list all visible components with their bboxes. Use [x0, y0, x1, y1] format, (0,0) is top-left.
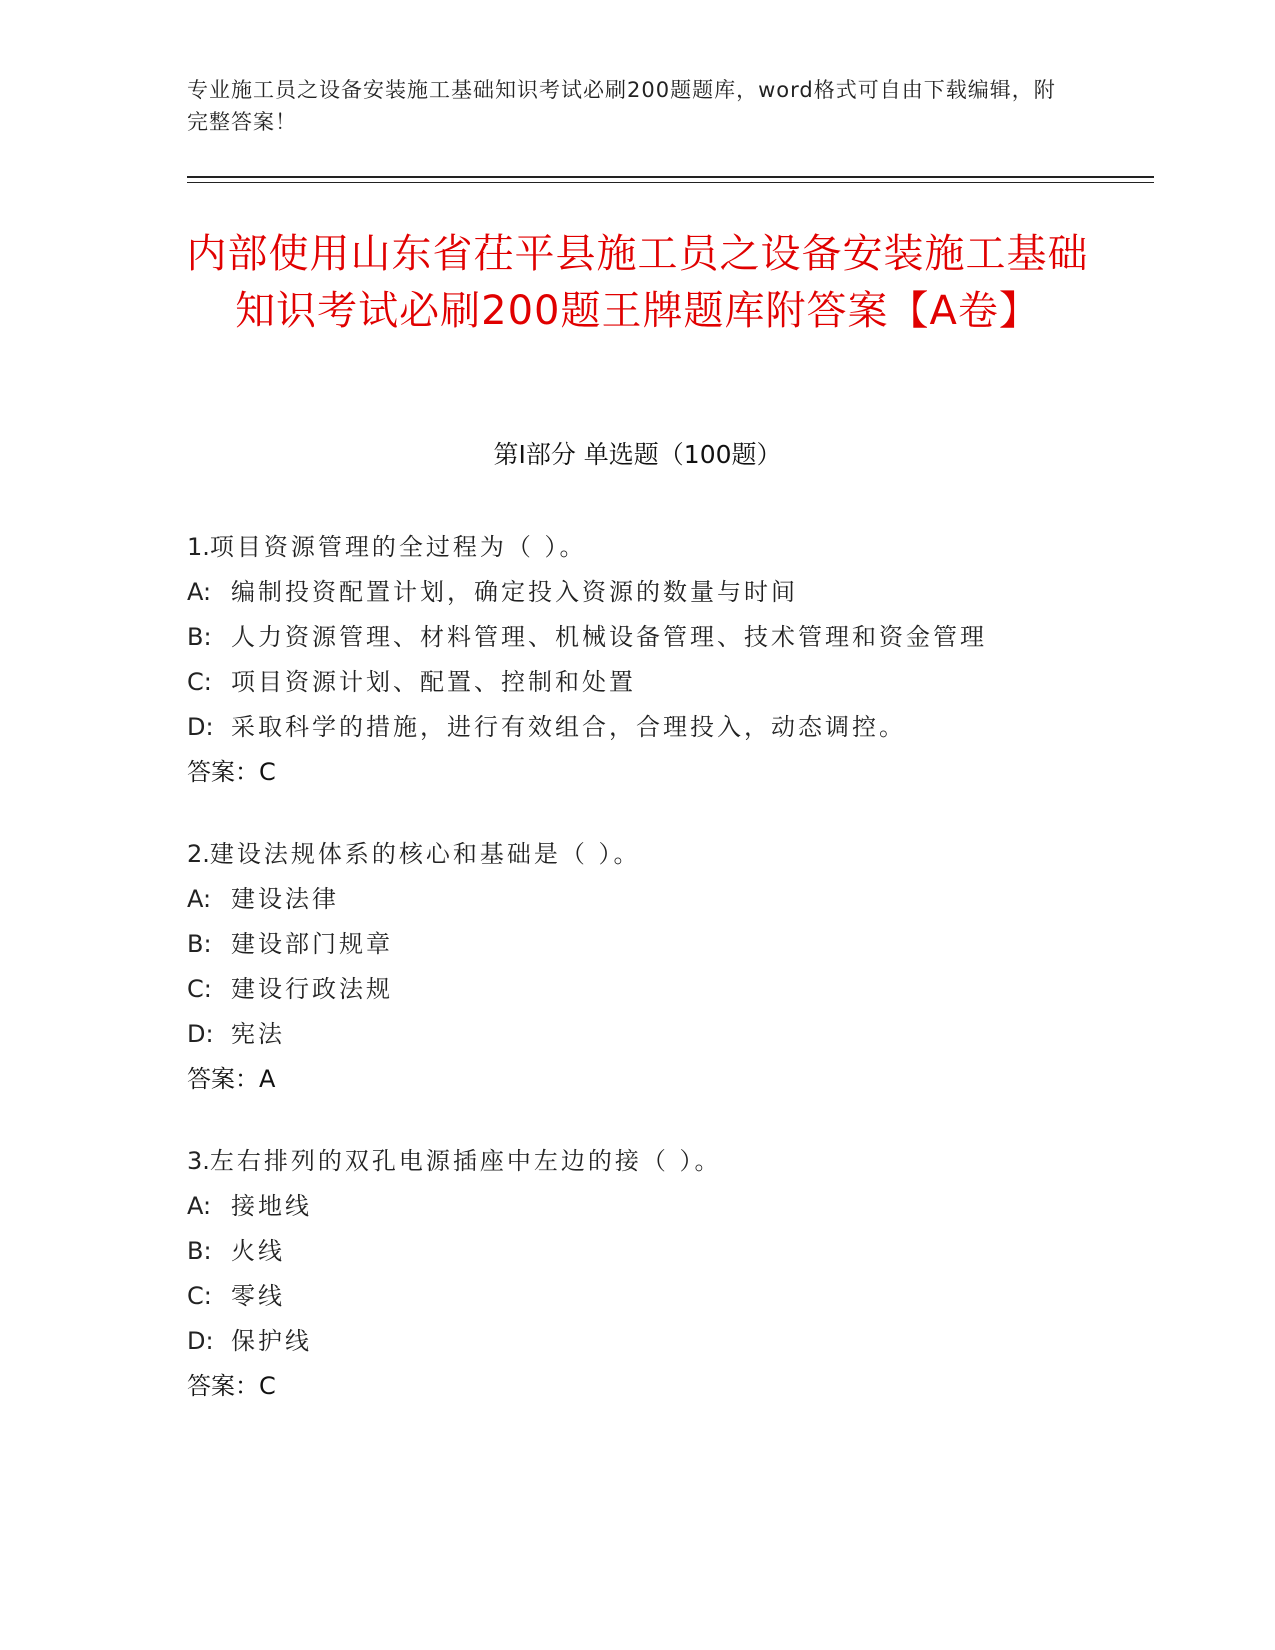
option-letter: A:	[187, 1192, 212, 1220]
option-c	[187, 660, 1107, 705]
option-b	[187, 615, 1107, 660]
question-number: 1.	[187, 533, 210, 561]
option-text: 接地线	[231, 1192, 312, 1220]
header-rule-thin	[187, 182, 1154, 183]
option-d	[187, 705, 1107, 750]
option-letter: B:	[187, 930, 212, 958]
document-title: 内部使用山东省茌平县施工员之设备安装施工基础知识考试必刷200题王牌题库附答案【A卷】	[186, 231, 1089, 334]
option-c	[187, 967, 1107, 1012]
option-letter: C:	[187, 668, 212, 696]
option-text: 项目资源计划、配置、控制和处置	[231, 668, 636, 696]
option-letter: A:	[187, 578, 212, 606]
option-letter: D:	[187, 1020, 214, 1048]
option-letter: C:	[187, 1282, 212, 1310]
answer-line: 答案：C	[187, 1372, 276, 1400]
question-stem	[187, 832, 1107, 877]
option-letter: D:	[187, 1327, 214, 1355]
option-d	[187, 1012, 1107, 1057]
question-2	[187, 832, 1107, 1102]
option-text: 建设行政法规	[231, 975, 393, 1003]
option-text: 建设法律	[231, 885, 339, 913]
option-letter: C:	[187, 975, 212, 1003]
question-number: 2.	[187, 840, 210, 868]
option-a	[187, 1184, 1107, 1229]
option-text: 建设部门规章	[231, 930, 393, 958]
option-text: 编制投资配置计划，确定投入资源的数量与时间	[231, 578, 798, 606]
option-letter: B:	[187, 1237, 212, 1265]
option-text: 保护线	[231, 1327, 312, 1355]
option-a	[187, 877, 1107, 922]
option-text: 零线	[231, 1282, 285, 1310]
header-note: 专业施工员之设备安装施工基础知识考试必刷200题题库，word格式可自由下载编辑，附完整答案！	[187, 78, 1056, 134]
option-b	[187, 1229, 1107, 1274]
question-stem	[187, 1139, 1107, 1184]
option-d	[187, 1319, 1107, 1364]
question-text: 项目资源管理的全过程为（ ）。	[209, 533, 587, 561]
option-b	[187, 922, 1107, 967]
question-3	[187, 1139, 1107, 1409]
option-letter: B:	[187, 623, 212, 651]
header-rule-thick	[187, 176, 1154, 178]
option-a	[187, 570, 1107, 615]
option-text: 火线	[231, 1237, 285, 1265]
question-text: 左右排列的双孔电源插座中左边的接（ ）。	[209, 1147, 722, 1175]
option-text: 采取科学的措施，进行有效组合，合理投入，动态调控。	[231, 713, 906, 741]
section-title: 第Ⅰ部分 单选题（100题）	[493, 440, 782, 469]
question-list	[187, 525, 1107, 1446]
option-letter: A:	[187, 885, 212, 913]
question-number: 3.	[187, 1147, 210, 1175]
option-c	[187, 1274, 1107, 1319]
answer-line: 答案：C	[187, 758, 276, 786]
option-text: 宪法	[231, 1020, 285, 1048]
option-text: 人力资源管理、材料管理、机械设备管理、技术管理和资金管理	[231, 623, 987, 651]
question-stem	[187, 525, 1107, 570]
question-1	[187, 525, 1107, 795]
question-text: 建设法规体系的核心和基础是（ ）。	[209, 840, 641, 868]
option-letter: D:	[187, 713, 214, 741]
answer-line: 答案：A	[187, 1065, 276, 1093]
